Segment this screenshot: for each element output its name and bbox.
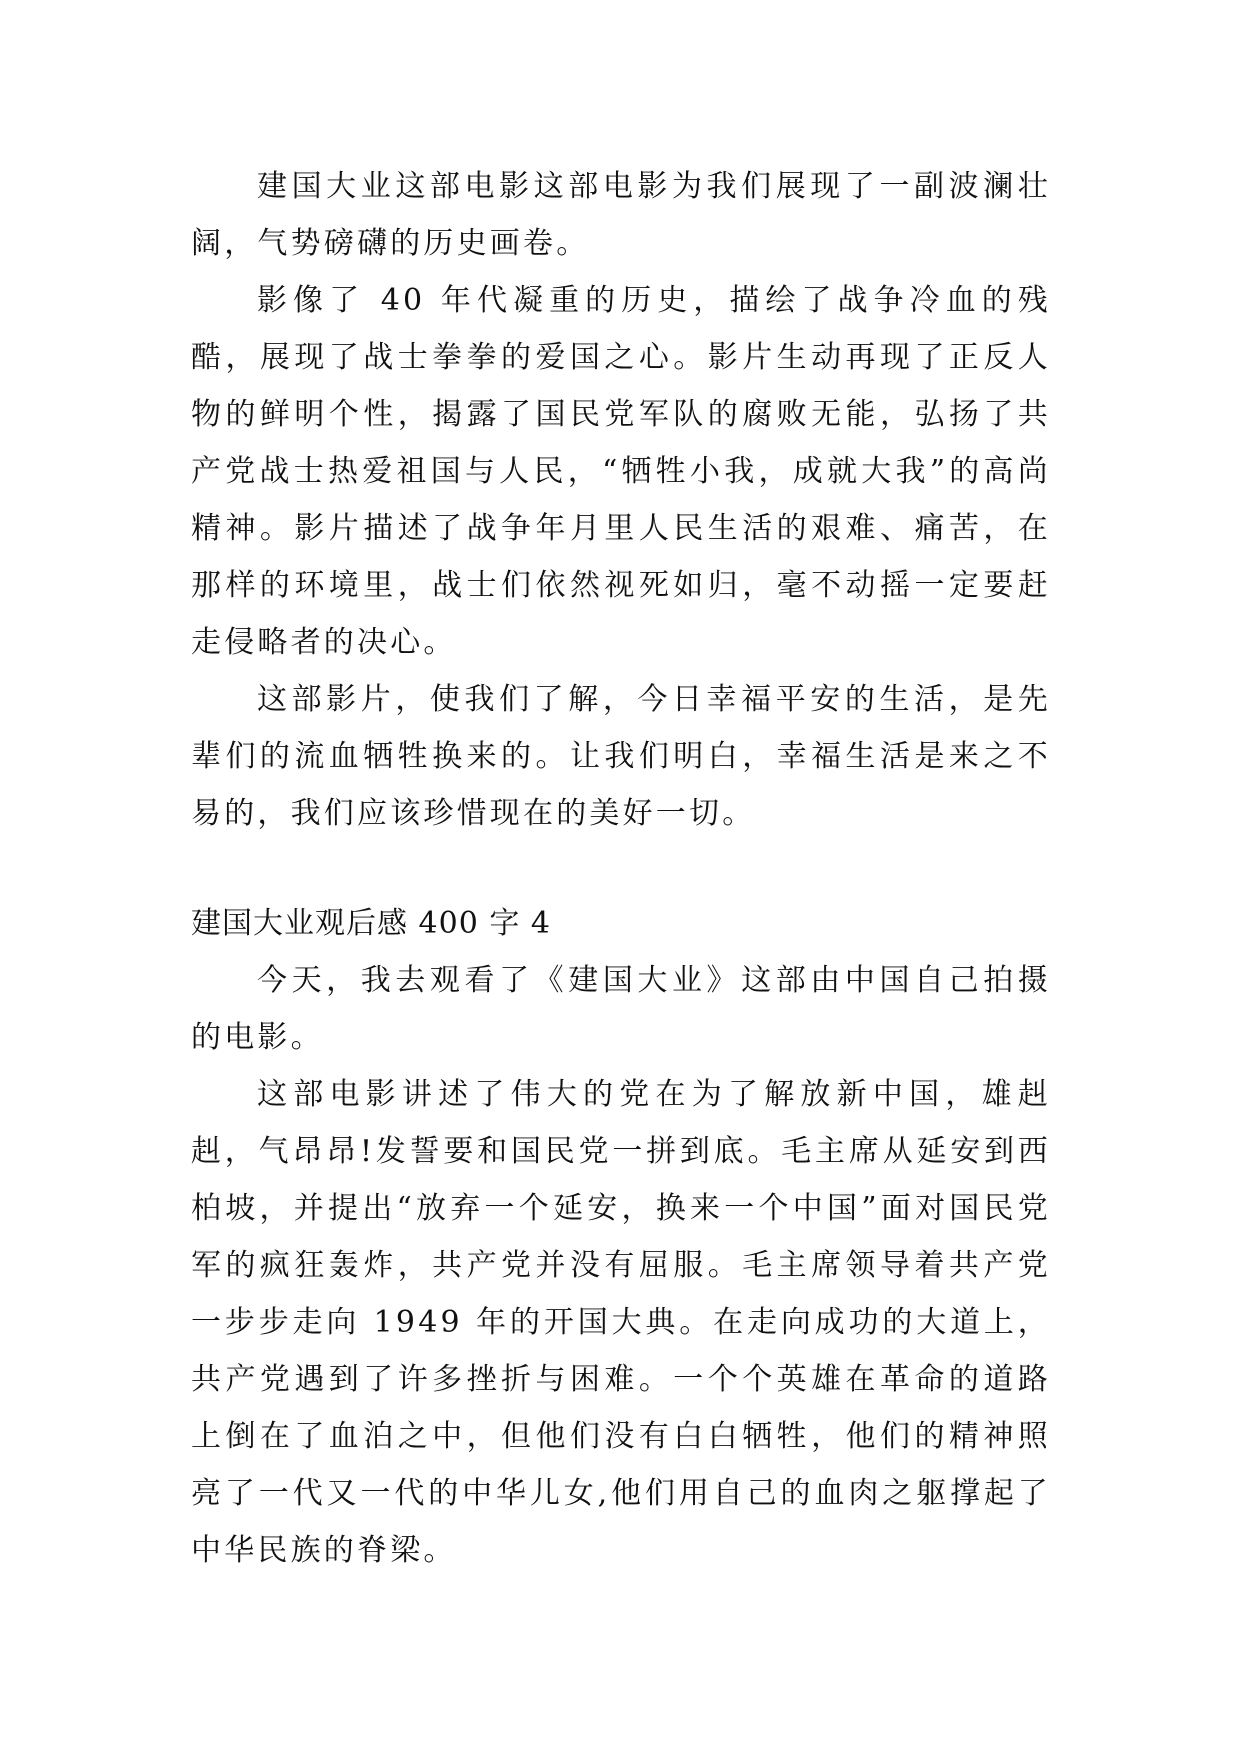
paragraph-2: 影像了 40 年代凝重的历史，描绘了战争冷血的残酷，展现了战士拳拳的爱国之心。影片生动再现了正反人物的鲜明个性，揭露了国民党军队的腐败无能，弘扬了共产党战士热爱祖国与人民，“牺牲小我，成就大我”的高尚精神。影片描述了战争年月里人民生活的艰难、痛苦，在那样的环境里，战士们依然视死如归，毫不动摇一定要赶走侵略者的决心。 [191,283,1051,660]
section-heading: 建国大业观后感 400 字 4 [191,906,551,941]
paragraph-5: 这部电影讲述了伟大的党在为了解放新中国，雄赳赳，气昂昂!发誓要和国民党一拼到底。毛主席从延安到西柏坡，并提出“放弃一个延安，换来一个中国”面对国民党军的疯狂轰炸，共产党并没有屈服。毛主席领导着共产党一步步走向 1949 年的开国大典。在走向成功的大道上，共产党遇到了许多挫折与困难。一个个英雄在革命的道路上倒在了血泊之中，但他们没有白白牺牲，他们的精神照亮了一代又一代的中华儿女,他们用自己的血肉之躯撑起了中华民族的脊梁。 [191,1077,1051,1568]
document-body [191,158,1051,1579]
paragraph-3: 这部影片，使我们了解，今日幸福平安的生活，是先辈们的流血牺牲换来的。让我们明白，幸福生活是来之不易的，我们应该珍惜现在的美好一切。 [191,682,1051,831]
paragraph-1: 建国大业这部电影这部电影为我们展现了一副波澜壮阔，气势磅礴的历史画卷。 [191,169,1051,261]
paragraph-4: 今天，我去观看了《建国大业》这部由中国自己拍摄的电影。 [191,963,1051,1055]
